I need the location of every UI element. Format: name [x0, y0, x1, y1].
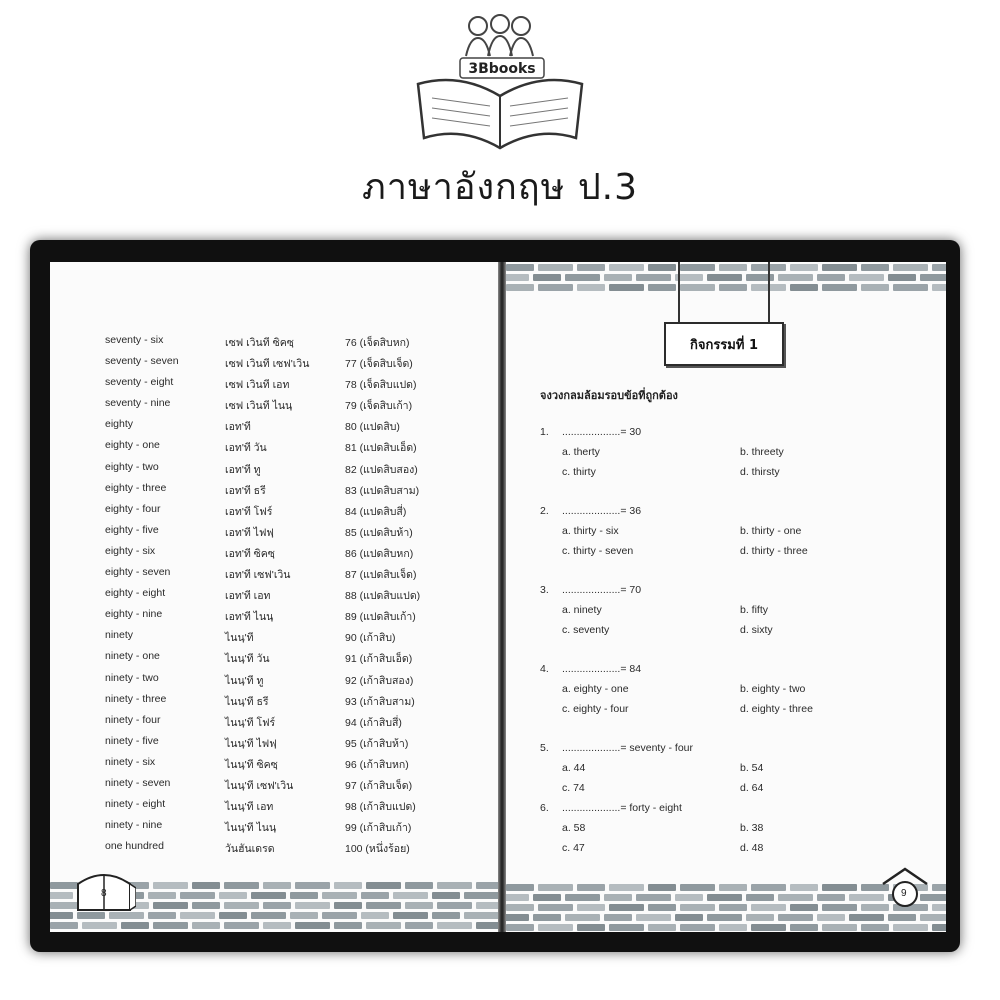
brick-decoration — [790, 904, 818, 911]
brick-decoration — [476, 922, 498, 929]
option-c[interactable]: c. seventy — [562, 624, 610, 636]
brick-decoration — [219, 912, 247, 919]
brick-decoration — [148, 892, 176, 899]
list-item: eighty - one เอท'ที วัน 81 (แปดสิบเอ็ด) — [105, 439, 417, 455]
question-3: 3. ....................= 70 a. ninety b. fifty c. seventy d. sixty — [540, 584, 773, 636]
option-b[interactable]: b. thirty - one — [740, 525, 802, 537]
list-item: seventy - eight เซฟ เวินที เอท 78 (เจ็ดสิบแปด) — [105, 376, 417, 392]
brick-decoration — [648, 284, 676, 291]
option-d[interactable]: d. sixty — [740, 624, 773, 636]
page-title: ภาษาอังกฤษ ป.3 — [361, 167, 639, 208]
brick-decoration — [822, 924, 857, 931]
number-vocabulary-list — [105, 332, 485, 859]
brick-decoration — [538, 284, 573, 291]
brick-decoration — [263, 902, 291, 909]
brick-decoration — [219, 892, 247, 899]
brick-decoration — [148, 912, 176, 919]
option-a[interactable]: a. eighty - one — [562, 683, 629, 695]
option-b[interactable]: b. fifty — [740, 604, 769, 616]
list-item: seventy - six เซฟ เวินที ซิคซฺ 76 (เจ็ดสิบหก) — [105, 334, 410, 349]
brick-decoration — [861, 924, 889, 931]
brick-decoration — [817, 894, 845, 901]
brick-decoration — [192, 882, 220, 889]
brick-decoration — [405, 882, 433, 889]
option-c[interactable]: c. thirty — [562, 466, 596, 478]
option-d[interactable]: d. 48 — [740, 842, 764, 854]
brick-decoration — [224, 882, 259, 889]
brick-decoration — [538, 884, 573, 891]
brick-decoration — [746, 914, 774, 921]
brick-decoration — [432, 912, 460, 919]
brick-decoration — [251, 892, 286, 899]
option-b[interactable]: b. 38 — [740, 822, 764, 834]
brick-decoration — [180, 892, 215, 899]
left-page — [50, 262, 498, 932]
brick-decoration — [609, 924, 644, 931]
brick-decoration — [932, 264, 946, 271]
list-item: ninety - five ไนนฺ'ที ไฟฟฺ 95 (เก้าสิบห้า) — [105, 734, 409, 750]
brick-decoration — [295, 882, 330, 889]
list-item: eighty - nine เอท'ที ไนนฺ 89 (แปดสิบเก้า) — [105, 608, 416, 624]
brick-decoration — [719, 284, 747, 291]
list-item: ninety - four ไนนฺ'ที โฟร์ 94 (เก้าสิบสี่) — [105, 713, 402, 729]
brick-decoration — [932, 884, 946, 891]
brick-decoration — [680, 924, 715, 931]
brick-decoration — [405, 902, 433, 909]
brick-decoration — [464, 912, 498, 919]
brick-decoration — [920, 274, 946, 281]
brick-decoration — [109, 912, 144, 919]
list-item: ninety - six ไนนฺ'ที ซิคซฺ 96 (เก้าสิบหก) — [105, 755, 409, 771]
brick-decoration — [366, 922, 401, 929]
brick-decoration — [506, 274, 529, 281]
brick-decoration — [50, 892, 73, 899]
question-1: 1. ....................= 30 a. therty b. threety c. thirty d. thirsty — [540, 426, 784, 478]
brick-decoration — [609, 884, 644, 891]
brick-decoration — [680, 264, 715, 271]
brick-decoration — [680, 884, 715, 891]
brick-decoration — [636, 914, 671, 921]
instruction-text: จงวงกลมล้อมรอบข้อที่ถูกต้อง — [540, 389, 678, 402]
brick-border-top — [506, 262, 946, 298]
list-item: ninety - two ไนนฺ'ที ทู 92 (เก้าสิบสอง) — [105, 671, 414, 687]
list-item: eighty - five เอท'ที ไฟฟฺ 85 (แปดสิบห้า) — [105, 523, 413, 539]
brick-decoration — [322, 892, 357, 899]
brick-decoration — [361, 892, 389, 899]
brick-decoration — [790, 284, 818, 291]
brick-decoration — [817, 274, 845, 281]
list-item: ninety - three ไนนฺ'ที ธรี 93 (เก้าสิบสาม) — [105, 692, 415, 708]
brick-decoration — [707, 914, 742, 921]
brick-decoration — [790, 264, 818, 271]
brick-decoration — [506, 924, 534, 931]
activity-sign: กิจกรรมที่ 1 — [664, 322, 784, 366]
brick-decoration — [538, 264, 573, 271]
brick-decoration — [577, 264, 605, 271]
brick-decoration — [719, 904, 747, 911]
brick-decoration — [77, 912, 105, 919]
brick-decoration — [506, 894, 529, 901]
brick-decoration — [334, 882, 362, 889]
list-item: eighty - four เอท'ที โฟร์ 84 (แปดสิบสี่) — [105, 502, 407, 518]
brick-decoration — [192, 922, 220, 929]
list-item: eighty - two เอท'ที ทู 82 (แปดสิบสอง) — [105, 460, 418, 476]
brick-decoration — [334, 902, 362, 909]
option-b[interactable]: b. 54 — [740, 762, 764, 774]
list-item: ninety - one ไนนฺ'ที วัน 91 (เก้าสิบเอ็ด) — [105, 650, 413, 666]
brick-decoration — [920, 914, 946, 921]
brick-decoration — [295, 922, 330, 929]
brick-decoration — [604, 894, 632, 901]
list-item: ninety - eight ไนนฺ'ที เอท 98 (เก้าสิบแปด) — [105, 798, 416, 814]
brick-decoration — [680, 904, 715, 911]
brick-decoration — [751, 904, 786, 911]
option-c[interactable]: c. thirty - seven — [562, 545, 634, 557]
brick-decoration — [290, 912, 318, 919]
option-c[interactable]: c. eighty - four — [562, 703, 629, 715]
list-item: seventy - nine เซฟ เวินที ไนนฺ 79 (เจ็ดสิบเก้า) — [105, 397, 413, 413]
brick-decoration — [893, 264, 928, 271]
brick-decoration — [153, 902, 188, 909]
brick-decoration — [506, 264, 534, 271]
option-d[interactable]: d. 64 — [740, 782, 764, 794]
brick-decoration — [648, 904, 676, 911]
brand-logo — [400, 6, 600, 156]
brick-decoration — [675, 894, 703, 901]
brick-decoration — [893, 924, 928, 931]
brick-decoration — [393, 912, 428, 919]
brick-decoration — [224, 902, 259, 909]
brick-decoration — [636, 274, 671, 281]
brick-decoration — [82, 922, 117, 929]
option-a[interactable]: a. ninety — [562, 604, 602, 616]
option-a[interactable]: a. thirty - six — [562, 525, 619, 537]
brick-decoration — [822, 284, 857, 291]
brick-decoration — [361, 912, 389, 919]
brick-decoration — [437, 902, 472, 909]
brick-decoration — [295, 902, 330, 909]
brick-decoration — [888, 914, 916, 921]
right-page — [506, 262, 946, 932]
brick-decoration — [506, 914, 529, 921]
list-item: eighty - three เอท'ที ธรี 83 (แปดสิบสาม) — [105, 481, 420, 497]
brick-decoration — [778, 274, 813, 281]
option-d[interactable]: d. thirsty — [740, 466, 780, 478]
list-item: eighty เอท'ที 80 (แปดสิบ) — [105, 418, 400, 434]
list-item: ninety - nine ไนนฺ'ที ไนนฺ 99 (เก้าสิบเก้า) — [105, 819, 412, 835]
brick-decoration — [464, 892, 498, 899]
brick-decoration — [680, 284, 715, 291]
brick-decoration — [604, 914, 632, 921]
brick-decoration — [849, 894, 884, 901]
brick-decoration — [224, 922, 259, 929]
brick-decoration — [778, 894, 813, 901]
brick-decoration — [251, 912, 286, 919]
brick-decoration — [50, 912, 73, 919]
brick-decoration — [565, 914, 600, 921]
brick-decoration — [153, 882, 188, 889]
brick-decoration — [648, 264, 676, 271]
brick-decoration — [533, 274, 561, 281]
brick-decoration — [609, 264, 644, 271]
list-item: eighty - seven เอท'ที เซฟ'เวิน 87 (แปดสิบเจ็ด) — [105, 566, 417, 582]
rope-left — [678, 262, 680, 324]
brick-decoration — [334, 922, 362, 929]
brick-decoration — [506, 904, 534, 911]
brick-decoration — [476, 882, 498, 889]
brick-decoration — [719, 924, 747, 931]
option-a[interactable]: a. 58 — [562, 822, 586, 834]
brick-decoration — [932, 284, 946, 291]
page-number: 8 — [101, 888, 107, 899]
brick-decoration — [707, 894, 742, 901]
brick-decoration — [577, 884, 605, 891]
option-c[interactable]: c. 74 — [562, 782, 585, 794]
brick-decoration — [192, 902, 220, 909]
option-a[interactable]: a. 44 — [562, 762, 586, 774]
book-logo-icon — [400, 6, 600, 156]
brick-decoration — [849, 274, 884, 281]
brick-decoration — [290, 892, 318, 899]
list-item: eighty - six เอท'ที ซิคซฺ 86 (แปดสิบหก) — [105, 544, 414, 560]
brick-decoration — [432, 892, 460, 899]
brick-decoration — [366, 882, 401, 889]
brick-decoration — [817, 914, 845, 921]
brick-decoration — [822, 884, 857, 891]
brick-decoration — [675, 914, 703, 921]
brick-decoration — [849, 914, 884, 921]
brick-decoration — [476, 902, 498, 909]
rope-right — [768, 262, 770, 324]
brick-decoration — [932, 904, 946, 911]
brick-decoration — [577, 284, 605, 291]
brick-decoration — [263, 882, 291, 889]
brick-decoration — [393, 892, 428, 899]
brick-decoration — [50, 922, 78, 929]
brick-decoration — [707, 274, 742, 281]
brick-decoration — [366, 902, 401, 909]
brick-decoration — [565, 274, 600, 281]
question-6: 6. ....................= forty - eight a. 58 b. 38 c. 47 d. 48 — [540, 802, 764, 854]
brick-decoration — [533, 914, 561, 921]
list-item: one hundred วันฮันเดรด 100 (หนึ่งร้อย) — [105, 840, 410, 856]
brick-decoration — [861, 264, 889, 271]
svg-text:3Bbooks: 3Bbooks — [468, 61, 536, 77]
option-a[interactable]: a. therty — [562, 446, 600, 458]
brick-decoration — [506, 284, 534, 291]
option-c[interactable]: c. 47 — [562, 842, 585, 854]
list-item: eighty - eight เอท'ที เอท 88 (แปดสิบแปด) — [105, 587, 421, 603]
brick-decoration — [604, 274, 632, 281]
brick-decoration — [636, 894, 671, 901]
brick-decoration — [609, 284, 644, 291]
option-d[interactable]: d. eighty - three — [740, 703, 813, 715]
question-2: 2. ....................= 36 a. thirty - six b. thirty - one c. thirty - seven d. thirty - three — [540, 505, 808, 557]
brick-decoration — [648, 884, 676, 891]
brick-decoration — [790, 924, 818, 931]
brick-decoration — [751, 884, 786, 891]
brick-decoration — [648, 924, 676, 931]
question-4: 4. ....................= 84 a. eighty - one b. eighty - two c. eighty - four d. eighty - three — [540, 663, 813, 715]
brick-decoration — [153, 922, 188, 929]
brick-decoration — [822, 264, 857, 271]
brick-decoration — [506, 884, 534, 891]
brick-decoration — [538, 924, 573, 931]
brick-decoration — [533, 894, 561, 901]
option-d[interactable]: d. thirty - three — [740, 545, 808, 557]
page-number: 9 — [901, 888, 907, 899]
brick-decoration — [121, 922, 149, 929]
option-b[interactable]: b. eighty - two — [740, 683, 806, 695]
list-item: ninety - seven ไนนฺ'ที เซฟ'เวิน 97 (เก้าสิบเจ็ด) — [105, 776, 413, 792]
question-5: 5. ....................= seventy - four a. 44 b. 54 c. 74 d. 64 — [540, 742, 764, 794]
brick-decoration — [746, 894, 774, 901]
brick-decoration — [538, 904, 573, 911]
brick-decoration — [437, 882, 472, 889]
brick-decoration — [322, 912, 357, 919]
brick-decoration — [888, 274, 916, 281]
brick-decoration — [180, 912, 215, 919]
brick-decoration — [719, 264, 747, 271]
list-item: seventy - seven เซฟ เวินที เซฟ'เวิน 77 (เจ็ดสิบเจ็ด) — [105, 355, 413, 371]
brick-decoration — [577, 924, 605, 931]
brick-decoration — [893, 284, 928, 291]
option-b[interactable]: b. threety — [740, 446, 784, 458]
book-gutter — [498, 262, 506, 932]
brick-decoration — [565, 894, 600, 901]
brick-decoration — [405, 922, 433, 929]
brick-decoration — [437, 922, 472, 929]
list-item: ninety ไนนฺ'ที 90 (เก้าสิบ) — [105, 629, 396, 645]
brick-decoration — [932, 924, 946, 931]
brick-decoration — [751, 924, 786, 931]
brick-decoration — [609, 904, 644, 911]
brick-decoration — [719, 884, 747, 891]
brick-decoration — [778, 914, 813, 921]
brick-decoration — [822, 904, 857, 911]
brick-decoration — [790, 884, 818, 891]
brick-decoration — [263, 922, 291, 929]
brick-decoration — [577, 904, 605, 911]
brick-decoration — [861, 284, 889, 291]
